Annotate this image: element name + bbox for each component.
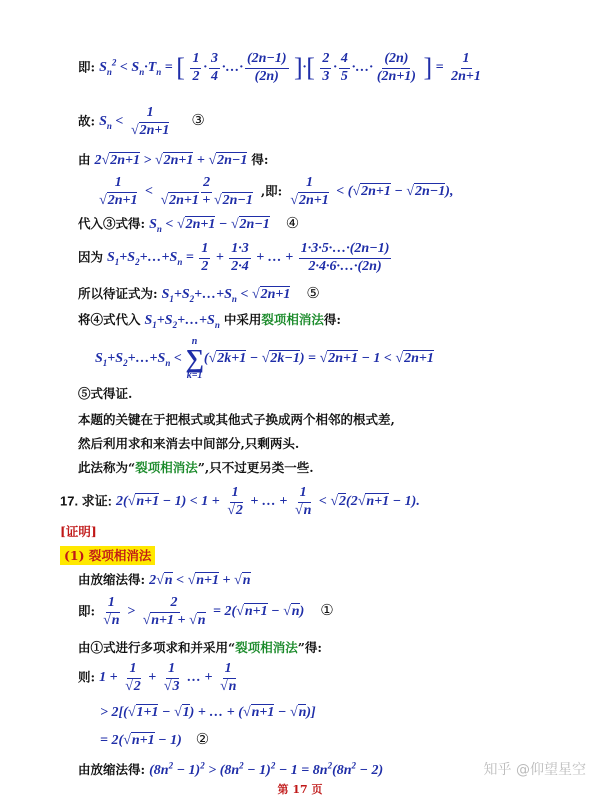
formula-line-5 (78, 214, 299, 234)
formula-line-9 (95, 336, 434, 381)
label: 即: (78, 603, 96, 619)
mark: ③ (191, 111, 205, 130)
text-b: ”得: (297, 640, 323, 655)
math: > 2[(√1+1 − √1) + … + (√n+1 − √n)] (100, 705, 316, 720)
highlight: 裂项相消法 (235, 640, 298, 655)
label-c: 得: (323, 312, 341, 327)
label-b: 中采用 (223, 312, 262, 327)
math: $S_1+S_2+\dots+S_n$ = $\frac{1}{2}$ + $\frac{1\cdot 3}{2\cdot 4}$ + … + $\frac{1\cdot 3\cdot 5\cdot\dots\cdot(2n-1)}{2\cdot 4\cdot 6\cdot\dots\cdot(2n)}$ (107, 241, 390, 274)
math: $S_1+S_2+\dots+S_n$ (144, 313, 220, 330)
label: 由放缩法得: (78, 762, 146, 777)
math-2: $\frac{1}{√2n+1}$ < (√2n+1 − √2n−1), (290, 175, 454, 208)
step-6 (100, 730, 209, 749)
label-end: 得: (251, 152, 269, 167)
step-3 (78, 638, 322, 656)
watermark: 知乎 @仰望星空 (483, 762, 586, 778)
formula-line-3 (78, 150, 268, 169)
section-1-title: (1) 裂项相消法 (60, 546, 155, 565)
mark: ② (195, 730, 210, 748)
section-1 (60, 546, 155, 564)
formula-line-2 (78, 106, 205, 138)
mark: ④ (285, 214, 300, 232)
label: 由放缩法得: (78, 572, 146, 587)
math: $\frac{1}{√n}$ > $\frac{2}{√n+1 + √n}$ = 2(√n+1 − √n) (103, 595, 305, 628)
step-1 (78, 570, 251, 589)
math: $(8n^2 - 1)^2 > (8n^2 - 1)^2 - 1 = 8n^2(8n^2 - 2)$ (149, 760, 384, 778)
mark: ⑤ (306, 284, 320, 302)
label: 由 (78, 152, 91, 167)
text-line-10: ⑤式得证. (78, 386, 133, 401)
text-line-13 (78, 458, 314, 476)
label: 代入③式得: (78, 216, 146, 231)
text-a: 由①式进行多项求和并采用“ (78, 640, 236, 655)
math: = 2(√n+1 − 1) (100, 733, 182, 748)
math: $\frac{1}{√2n+1}$ < $\frac{2}{√2n+1 + √2n-1}$ (99, 175, 253, 208)
math: $S_n^2 < S_n\cdot T_n$ = [ $\frac{1}{2}$ · $\frac{3}{4}$ ·…· $\frac{(2n-1)}{(2n)}$ ]·[ $\frac{2}{3}$ · $\frac{4}{5}$ ·…· $\frac{(2n)}{(2n+1)}$ ] = $\frac{1}{2n+1}$ (99, 51, 481, 84)
math: 2√n < √n+1 + √n (149, 573, 251, 588)
step-7 (78, 760, 383, 779)
math: $S_n < √2n+1 - √2n-1$ (149, 217, 270, 234)
math: $S_n$ < $\frac{1}{√2n+1}$ (99, 105, 170, 138)
mark: ① (320, 601, 334, 620)
step-4 (78, 662, 240, 694)
text-line-11: 本题的关键在于把根式或其他式子换成两个相邻的根式差, (78, 412, 395, 427)
text-a: 此法称为“ (78, 460, 136, 475)
math: 1 + $\frac{1}{√2}$ + $\frac{1}{√3}$ … + $\frac{1}{√n}$ (99, 661, 237, 694)
label: 则: (78, 669, 96, 685)
formula-line-4 (95, 176, 453, 208)
text-b: ”,只不过更另类一些. (197, 460, 314, 475)
label-mid: ,即: (260, 183, 283, 199)
step-5 (100, 704, 316, 721)
problem-17 (60, 486, 420, 518)
math: 2(√n+1 − 1) < 1 + $\frac{1}{√2}$ + … + $\frac{1}{√n}$ < √2(2√n+1 − 1). (116, 485, 420, 518)
highlight: 裂项相消法 (135, 460, 198, 475)
formula-line-1 (78, 52, 485, 84)
label: 所以待证式为: (78, 286, 158, 301)
math: $S_1+S_2+\dots+S_n$ < n ∑ k=1 (√2k+1 − √2k−1) = √2n+1 − 1 < √2n+1 (95, 336, 434, 382)
label: 因为 (78, 249, 104, 265)
math: $S_1+S_2+\dots+S_n < √2n+1$ (161, 287, 291, 304)
formula-line-6 (78, 242, 393, 274)
proof-tag: [证明] (60, 524, 97, 539)
math: 2√2n+1 > √2n+1 + √2n−1 (94, 153, 248, 168)
step-2 (78, 596, 334, 628)
page-number: 第 17 页 (277, 783, 323, 796)
text-line-12: 然后利用求和来消去中间部分,只剩两头. (78, 436, 300, 451)
label-a: 将④式代入 (78, 312, 141, 327)
label: 故: (78, 113, 96, 129)
label: 即: (78, 59, 96, 75)
problem-label: 17. 求证: (60, 493, 113, 509)
formula-line-8 (78, 310, 341, 330)
highlight: 裂项相消法 (261, 312, 324, 327)
formula-line-7 (78, 284, 320, 304)
